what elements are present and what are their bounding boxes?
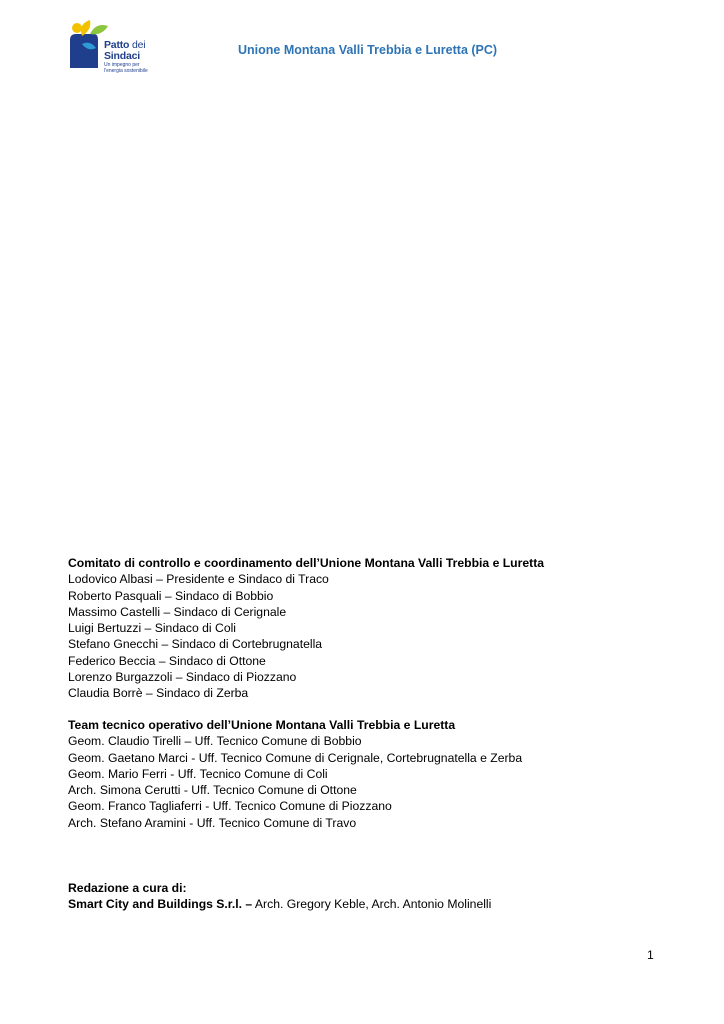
list-item: Stefano Gnecchi – Sindaco di Cortebrugnatella <box>68 637 323 652</box>
logo-tagline: Un impegno per l'energia sostenibile <box>104 62 148 74</box>
committee-heading: Comitato di controllo e coordinamento dell’Unione Montana Valli Trebbia e Luretta <box>68 556 545 570</box>
header-title: Unione Montana Valli Trebbia e Luretta (PC) <box>238 43 498 57</box>
list-item: Arch. Stefano Aramini - Uff. Tecnico Comune di Travo <box>68 815 357 830</box>
editorial-authors: Arch. Gregory Keble, Arch. Antonio Molinelli <box>252 897 492 912</box>
logo-name-line1: Patto dei <box>104 39 146 51</box>
list-item: Claudia Borrè – Sindaco di Zerba <box>68 686 249 701</box>
technical-team-list <box>68 733 522 831</box>
list-item: Massimo Castelli – Sindaco di Cerignale <box>68 604 287 619</box>
page-number: 1 <box>647 948 654 962</box>
patto-dei-sindaci-logo <box>68 18 160 84</box>
editorial-heading: Redazione a cura di: <box>68 881 187 895</box>
list-item: Federico Beccia – Sindaco di Ottone <box>68 653 266 668</box>
list-item: Arch. Simona Cerutti - Uff. Tecnico Comune di Ottone <box>68 783 357 798</box>
logo-name-line2: Sindaci <box>104 49 140 62</box>
editorial-section <box>68 880 491 913</box>
committee-list <box>68 571 544 701</box>
editorial-company: Smart City and Buildings S.r.l. – <box>68 897 253 912</box>
logo-text <box>104 40 160 74</box>
list-item: Geom. Claudio Tirelli – Uff. Tecnico Comune di Bobbio <box>68 734 362 749</box>
editorial-credits <box>68 896 491 912</box>
list-item: Luigi Bertuzzi – Sindaco di Coli <box>68 621 237 636</box>
technical-team-heading: Team tecnico operativo dell’Unione Montana Valli Trebbia e Luretta <box>68 718 456 732</box>
list-item: Geom. Franco Tagliaferri - Uff. Tecnico Comune di Piozzano <box>68 799 392 814</box>
list-item: Lodovico Albasi – Presidente e Sindaco di Traco <box>68 572 329 587</box>
list-item: Geom. Mario Ferri - Uff. Tecnico Comune di Coli <box>68 766 328 781</box>
committee-section <box>68 555 544 702</box>
technical-team-section <box>68 717 522 831</box>
list-item: Roberto Pasquali – Sindaco di Bobbio <box>68 588 274 603</box>
list-item: Geom. Gaetano Marci - Uff. Tecnico Comune di Cerignale, Cortebrugnatella e Zerba <box>68 750 523 765</box>
list-item: Lorenzo Burgazzoli – Sindaco di Piozzano <box>68 670 297 685</box>
